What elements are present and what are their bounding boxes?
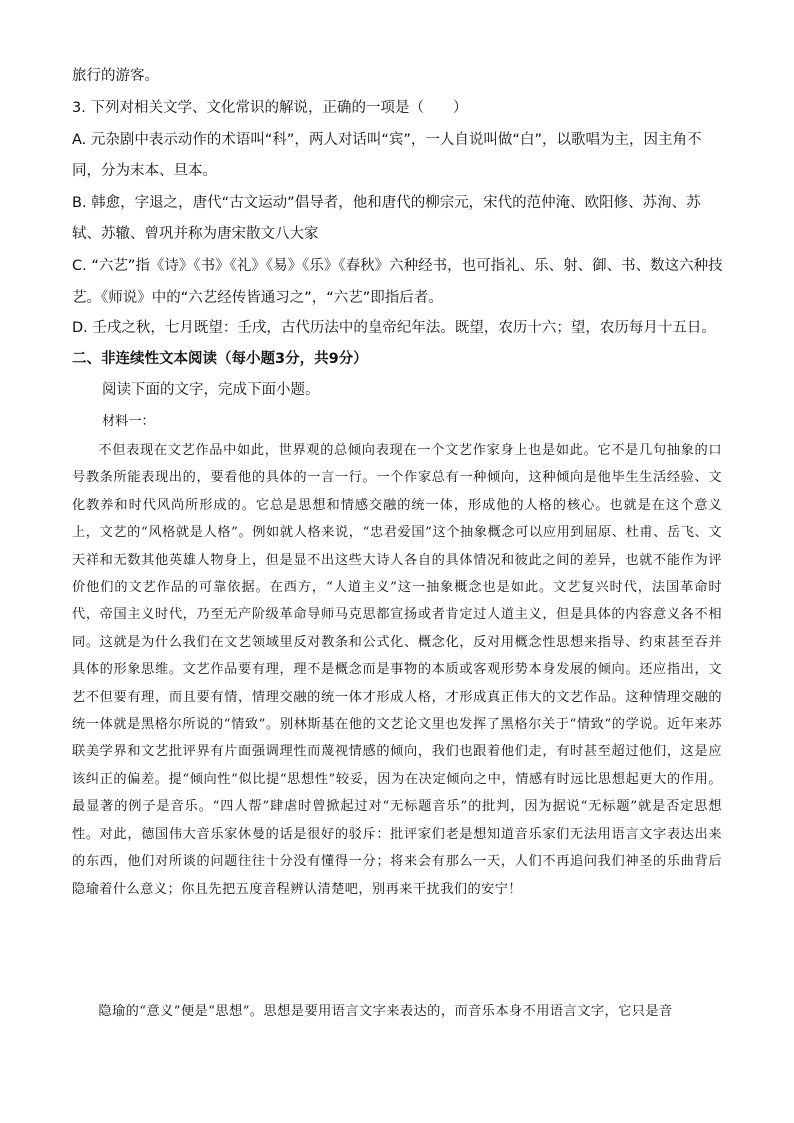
option-a-line-1: A. 元杂剧中表示动作的术语叫“科”，两人对话叫“宾”，一人自说叫做“白”，以歌唱为主，因主角不 bbox=[72, 132, 702, 148]
option-d-line: D. 壬戌之秋，七月既望：壬戌，古代历法中的皇帝纪年法。既望，农历十六；望，农历每月十五日。 bbox=[72, 320, 716, 336]
section-heading: 二、非连续性文本阅读（每小题3分，共9分） bbox=[72, 351, 368, 367]
option-c-line-2: 艺。《师说》中的“六艺经传皆通习之”，“六艺”即指后者。 bbox=[72, 290, 443, 306]
material-paragraph-1: 不但表现在文艺作品中如此，世界观的总倾向表现在一个文艺作家身上也是如此。它不是几句抽象的口号教条所能表现出的，要看他的具体的一言一行。一个作家总有一种倾向，这种倾向是他毕生生活经验、文化教养和时代风尚所形成的。它总是思想和情感交融的统一体，形成他的人格的核心。也就是在这个意义上，文艺的“风格就是人格”。例如就人格来说，“忠君爱国”这个抽象概念可以应用到屈原、杜甫、岳飞、文天祥和无数其他英雄人物身上，但是显不出这些大诗人各自的具体情况和彼此之间的差异，也就不能作为评价他们的文艺作品的可靠依据。在西方，“人道主义”这一抽象概念也是如此。文艺复兴时代，法国革命时代，帝国主义时代，乃至无产阶级革命导师马克思都宣扬或者肯定过人道主义，但是具体的内容意义各不相同。这就是为什么我们在文艺领域里反对教条和公式化、概念化，反对用概念性思想来指导、约束甚至吞并具体的形象思维。文艺作品要有理，理不是概念而是事物的本质或客观形势本身发展的倾向。还应指出，文艺不但要有理，而且要有情，情理交融的统一体才形成人格，才形成真正伟大的文艺作品。这种情理交融的统一体就是黑格尔所说的“情致”。别林斯基在他的文艺论文里也发挥了黑格尔关于“情致”的学说。近年来苏联美学界和文艺批评界有片面强调理性而蔑视情感的倾向，我们也跟着他们走，有时甚至超过他们，这是应该纠正的偏差。提“倾向性”似比提“思想性”较妥，因为在决定倾向之中，情感有时远比思想起更大的作用。最显著的例子是音乐。“四人帮”肆虐时曾掀起过对“无标题音乐”的批判，因为据说“无标题”就是否定思想性。对此，德国伟大音乐家休曼的话是很好的驳斥：批评家们老是想知道音乐家们无法用语言文字表达出来的东西，他们对所谈的问题往往十分没有懂得一分；将来会有那么一天，人们不再追问我们神圣的乐曲背后隐瑜着什么意义；你且先把五度音程辨认清楚吧，别再来干扰我们的安宁！ bbox=[72, 443, 722, 897]
question-3-stem: 3. 下列对相关文学、文化常识的解说，正确的一项是（ ） bbox=[72, 100, 468, 116]
material-paragraph-2: 隐瑜的“意义”便是“思想”。思想是要用语言文字来表达的，而音乐本身不用语言文字，它只是音 bbox=[98, 1004, 673, 1019]
option-b-line-1: B. 韩愈，字退之，唐代“古文运动”倡导者，他和唐代的柳宗元，宋代的范仲淹、欧阳修、苏洵、苏 bbox=[72, 195, 701, 211]
text-line-prev-continuation: 旅行的游客。 bbox=[72, 68, 159, 84]
option-a-line-2: 同，分为末本、旦本。 bbox=[72, 163, 217, 179]
option-b-line-2: 轼、苏辙、曾巩并称为唐宋散文八大家 bbox=[72, 226, 319, 242]
option-c-line-1: C. “六艺”指《诗》《书》《礼》《易》《乐》《春秋》六种经书，也可指礼、乐、射、御、书、数这六种技 bbox=[72, 258, 723, 274]
material-label: 材料一： bbox=[102, 414, 155, 429]
reading-instruction: 阅读下面的文字，完成下面小题。 bbox=[102, 382, 320, 398]
